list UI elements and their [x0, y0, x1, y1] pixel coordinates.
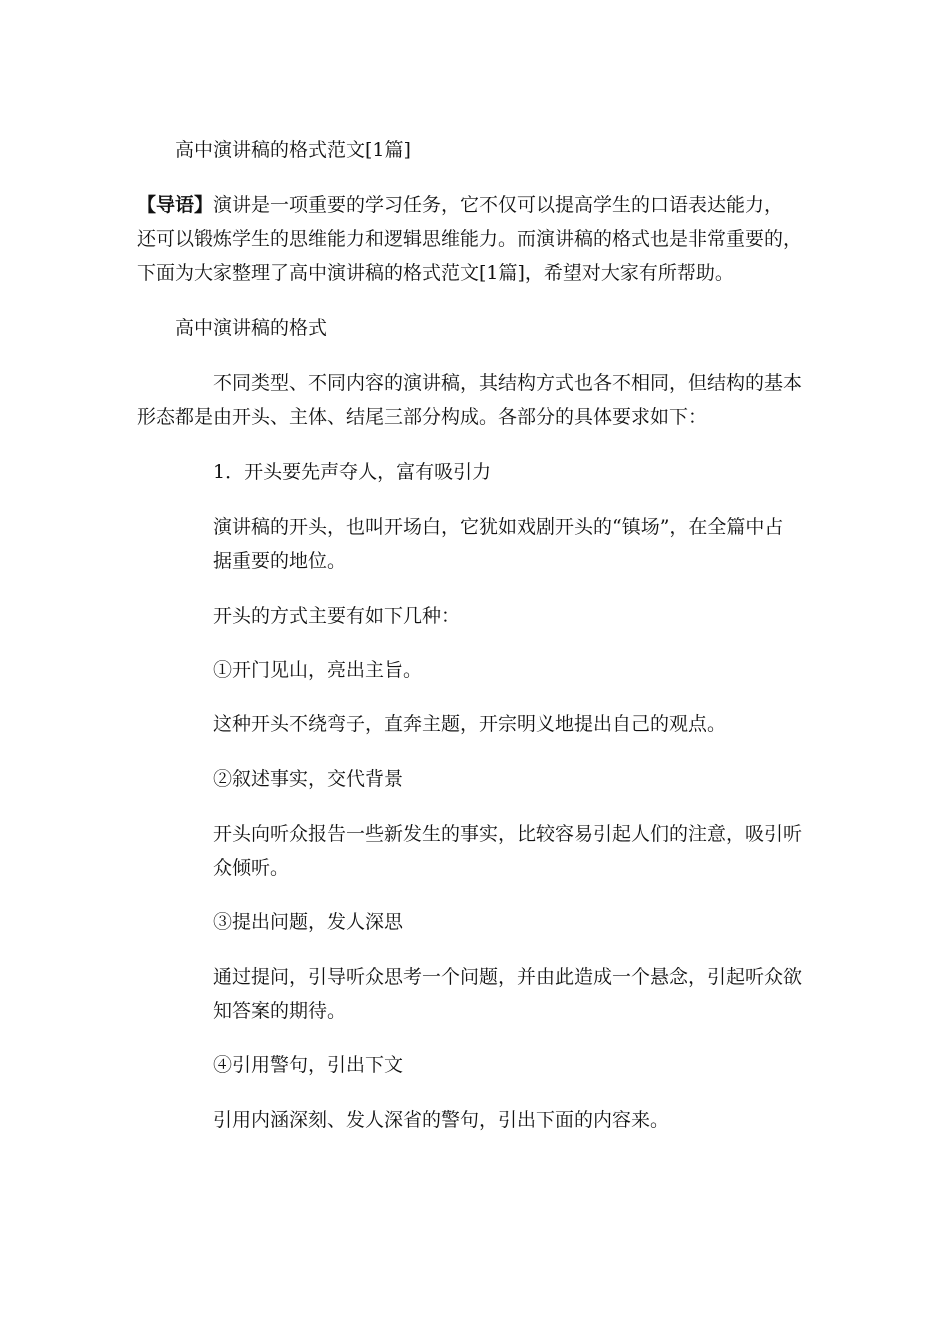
paragraph-line: 形态都是由开头、主体、结尾三部分构成。各部分的具体要求如下： — [137, 406, 708, 428]
document-title: 高中演讲稿的格式范文[1篇] — [175, 139, 411, 161]
paragraph-line: 开头的方式主要有如下几种： — [213, 605, 461, 627]
intro-line-1 — [137, 191, 783, 219]
intro-lead: 【导语】 — [137, 194, 214, 216]
paragraph-line: 据重要的地位。 — [213, 550, 347, 572]
intro-line-3: 下面为大家整理了高中演讲稿的格式范文[1篇]，希望对大家有所帮助。 — [137, 262, 734, 284]
intro-text-1: 演讲是一项重要的学习任务，它不仅可以提高学生的口语表达能力， — [213, 194, 784, 216]
paragraph-line: 不同类型、不同内容的演讲稿，其结构方式也各不相同，但结构的基本 — [213, 372, 803, 394]
paragraph-line: ②叙述事实，交代背景 — [213, 768, 404, 790]
section-title: 高中演讲稿的格式 — [175, 317, 328, 339]
intro-line-2: 还可以锻炼学生的思维能力和逻辑思维能力。而演讲稿的格式也是非常重要的， — [137, 228, 803, 250]
paragraph-line: ④引用警句，引出下文 — [213, 1054, 404, 1076]
paragraph-line: 众倾听。 — [213, 857, 290, 879]
paragraph-line: 引用内涵深刻、发人深省的警句，引出下面的内容来。 — [213, 1109, 670, 1131]
paragraph-line: 这种开头不绕弯子，直奔主题，开宗明义地提出自己的观点。 — [213, 713, 727, 735]
paragraph-line: 1．开头要先声夺人，富有吸引力 — [213, 461, 492, 483]
paragraph-line: 知答案的期待。 — [213, 1000, 347, 1022]
paragraph-line: 通过提问，引导听众思考一个问题，并由此造成一个悬念，引起听众欲 — [213, 966, 803, 988]
paragraph-line: 演讲稿的开头，也叫开场白，它犹如戏剧开头的“镇场”，在全篇中占 — [213, 516, 784, 538]
paragraph-line: ③提出问题，发人深思 — [213, 911, 404, 933]
paragraph-line: ①开门见山，亮出主旨。 — [213, 659, 423, 681]
paragraph-line: 开头向听众报告一些新发生的事实，比较容易引起人们的注意，吸引听 — [213, 823, 803, 845]
